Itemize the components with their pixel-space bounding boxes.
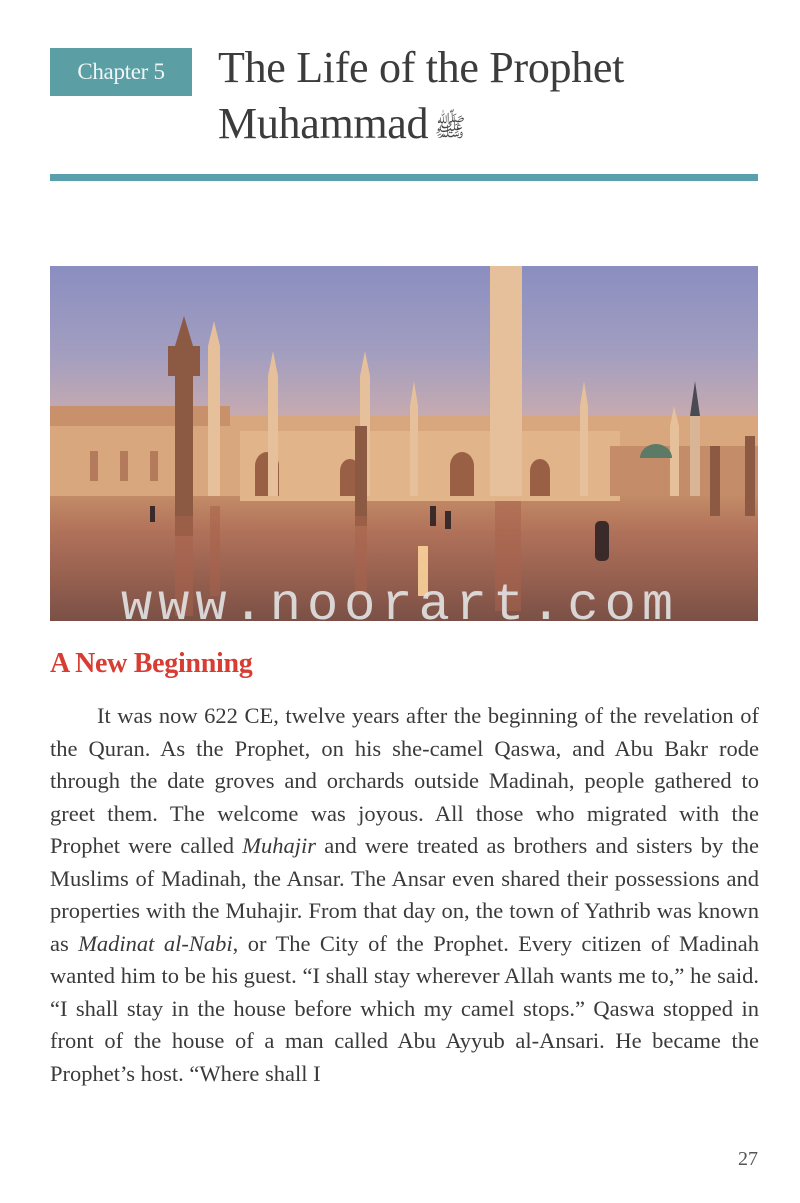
chapter-badge: Chapter 5 xyxy=(50,48,192,96)
paragraph xyxy=(50,700,759,1090)
chapter-title-line-1: The Life of the Prophet xyxy=(218,43,625,92)
title-divider xyxy=(50,174,758,181)
watermark-text: www.noorart.com xyxy=(120,576,680,635)
section-heading: A New Beginning xyxy=(50,648,253,679)
italic-term-madinat-al-nabi: Madinat al-Nabi xyxy=(78,930,233,956)
text-run: , or The City of the Prophet. Every citizen of Madinah wanted him to be his guest. “I shall stay wherever Allah wants me to,” he said. “I shall stay in the house before which my camel stops.” Qaswa stopped in front of the house of a man called Abu Ayyub al-Ansari. He became the Prophet’s host. “Where shall I xyxy=(50,930,760,1086)
chapter-title-line-2 xyxy=(218,96,624,156)
mosque-photo xyxy=(50,266,758,621)
text-run: and were treated as brothers and sisters by the Muslims of Madinah, the Ansar. The Ansar even shared their possessions and properties with the Muhajir. From that day on, the town of Yathrib was known as xyxy=(50,833,760,956)
mosque-illustration xyxy=(50,266,758,621)
italic-term-muhajir: Muhajir xyxy=(242,833,316,858)
page-number: 27 xyxy=(738,1148,758,1170)
honorific-calligraphy-icon: ﷺ xyxy=(434,112,466,143)
text-run: It was now 622 CE, twelve years after the beginning of the revelation of the Quran. As the Prophet, on his she-camel Qaswa, and Abu Bakr rode through the date groves and orchards outside Madinah, people gathered to greet them. The welcome was joyous. All those who migrated with the Prophet were called xyxy=(50,703,759,858)
body-paragraph xyxy=(50,700,759,1090)
chapter-title-name: Muhammad xyxy=(218,99,429,148)
chapter-title xyxy=(218,40,624,156)
